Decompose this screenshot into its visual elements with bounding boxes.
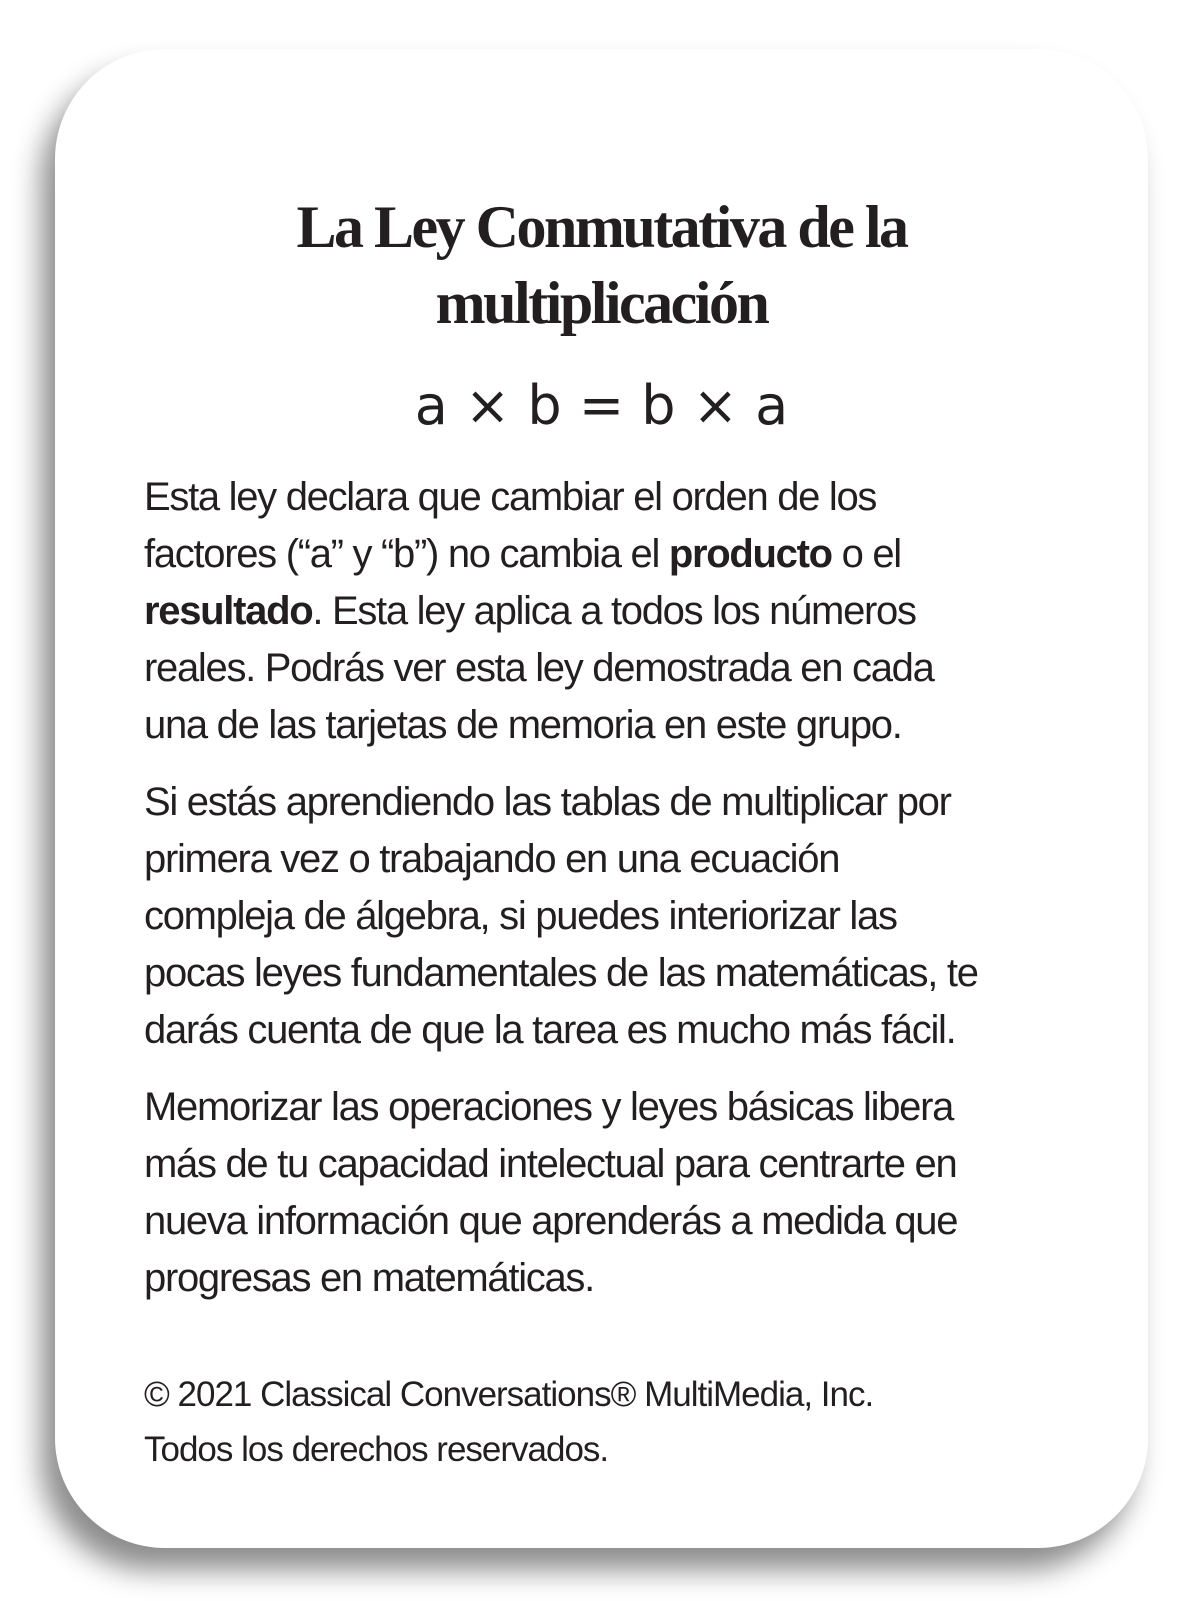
copyright-line: © 2021 Classical Conversations® MultiMedia, Inc. xyxy=(144,1375,874,1414)
bold-term: producto xyxy=(668,532,832,576)
text-line xyxy=(144,526,978,583)
title-line: La Ley Conmutativa de la xyxy=(296,194,907,260)
text-span: o el xyxy=(831,532,901,576)
text-line: más de tu capacidad intelectual para centrarte en xyxy=(144,1142,957,1186)
text-line: Si estás aprendiendo las tablas de multiplicar por xyxy=(144,780,951,824)
card-body xyxy=(144,469,978,1327)
flashcard xyxy=(55,49,1148,1548)
text-line: reales. Podrás ver esta ley demostrada en cada xyxy=(144,646,934,690)
copyright xyxy=(144,1367,873,1477)
text-line: nueva información que aprenderás a medida que xyxy=(144,1199,958,1243)
formula: a × b = b × a xyxy=(414,374,789,437)
text-line: compleja de álgebra, si puedes interiorizar las xyxy=(144,894,897,938)
paragraph-3 xyxy=(144,1079,978,1307)
paragraph-2 xyxy=(144,774,978,1059)
copyright-line: Todos los derechos reservados. xyxy=(144,1430,609,1469)
text-line: darás cuenta de que la tarea es mucho más fácil. xyxy=(144,1008,956,1052)
text-span: . Esta ley aplica a todos los números xyxy=(312,589,916,633)
text-line: progresas en matemáticas. xyxy=(144,1256,594,1300)
text-line: una de las tarjetas de memoria en este grupo. xyxy=(144,703,902,747)
text-span: factores (“a” y “b”) no cambia el xyxy=(144,532,669,576)
text-line: primera vez o trabajando en una ecuación xyxy=(144,837,840,881)
text-line: pocas leyes fundamentales de las matemáticas, te xyxy=(144,951,978,995)
bold-term: resultado xyxy=(144,589,313,633)
card-title xyxy=(55,189,1148,341)
text-line: Memorizar las operaciones y leyes básicas libera xyxy=(144,1085,954,1129)
title-line: multiplicación xyxy=(435,270,768,336)
text-line: Esta ley declara que cambiar el orden de los xyxy=(144,475,877,519)
paragraph-1 xyxy=(144,469,978,754)
text-line xyxy=(144,583,978,640)
